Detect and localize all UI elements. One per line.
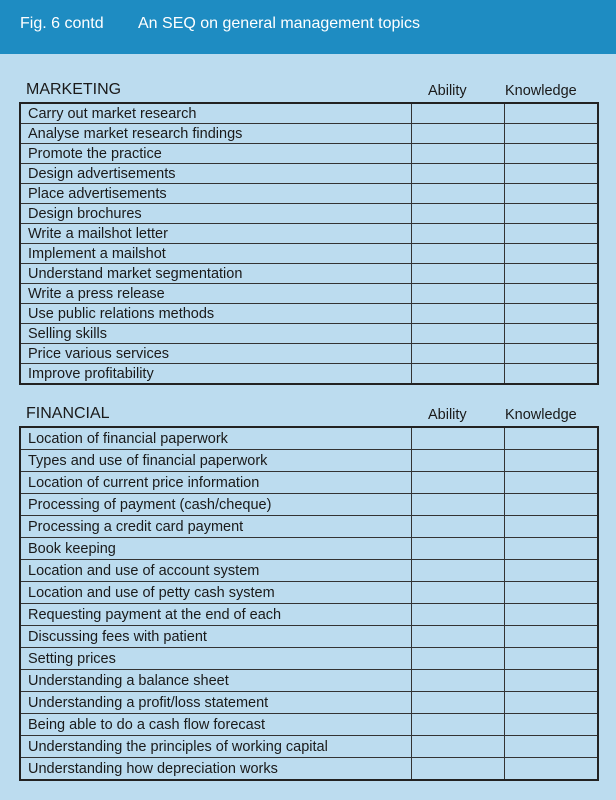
ability-cell[interactable] xyxy=(411,124,504,144)
financial-section-title: FINANCIAL xyxy=(26,405,110,422)
topic-label: Carry out market research xyxy=(20,103,411,124)
topic-label: Analyse market research findings xyxy=(20,124,411,144)
topic-label: Being able to do a cash flow forecast xyxy=(20,714,411,736)
table-row xyxy=(20,516,598,538)
ability-cell[interactable] xyxy=(411,692,504,714)
ability-cell[interactable] xyxy=(411,204,504,224)
knowledge-cell[interactable] xyxy=(504,364,598,385)
ability-cell[interactable] xyxy=(411,626,504,648)
marketing-section-title: MARKETING xyxy=(26,81,122,98)
knowledge-cell[interactable] xyxy=(504,224,598,244)
ability-cell[interactable] xyxy=(411,144,504,164)
ability-cell[interactable] xyxy=(411,324,504,344)
topic-label: Location of current price information xyxy=(20,472,411,494)
table-row xyxy=(20,184,598,204)
ability-cell[interactable] xyxy=(411,472,504,494)
knowledge-cell[interactable] xyxy=(504,714,598,736)
topic-label: Processing a credit card payment xyxy=(20,516,411,538)
knowledge-cell[interactable] xyxy=(504,582,598,604)
financial-table xyxy=(19,426,599,781)
knowledge-cell[interactable] xyxy=(504,344,598,364)
table-row xyxy=(20,264,598,284)
table-row xyxy=(20,427,598,450)
ability-cell[interactable] xyxy=(411,344,504,364)
topic-label: Write a press release xyxy=(20,284,411,304)
ability-cell[interactable] xyxy=(411,538,504,560)
topic-label: Price various services xyxy=(20,344,411,364)
marketing-ability-header: Ability xyxy=(428,83,467,99)
topic-label: Use public relations methods xyxy=(20,304,411,324)
financial-ability-header: Ability xyxy=(428,407,467,423)
ability-cell[interactable] xyxy=(411,264,504,284)
topic-label: Improve profitability xyxy=(20,364,411,385)
topic-label: Requesting payment at the end of each xyxy=(20,604,411,626)
ability-cell[interactable] xyxy=(411,284,504,304)
topic-label: Location and use of account system xyxy=(20,560,411,582)
table-row xyxy=(20,692,598,714)
knowledge-cell[interactable] xyxy=(504,184,598,204)
topic-label: Write a mailshot letter xyxy=(20,224,411,244)
table-row xyxy=(20,736,598,758)
topic-label: Types and use of financial paperwork xyxy=(20,450,411,472)
ability-cell[interactable] xyxy=(411,244,504,264)
table-row xyxy=(20,560,598,582)
table-row xyxy=(20,494,598,516)
ability-cell[interactable] xyxy=(411,224,504,244)
topic-label: Understanding a balance sheet xyxy=(20,670,411,692)
knowledge-cell[interactable] xyxy=(504,264,598,284)
ability-cell[interactable] xyxy=(411,304,504,324)
knowledge-cell[interactable] xyxy=(504,144,598,164)
topic-label: Location of financial paperwork xyxy=(20,427,411,450)
table-row xyxy=(20,648,598,670)
ability-cell[interactable] xyxy=(411,427,504,450)
marketing-table xyxy=(19,102,599,385)
table-row xyxy=(20,604,598,626)
topic-label: Location and use of petty cash system xyxy=(20,582,411,604)
knowledge-cell[interactable] xyxy=(504,304,598,324)
financial-knowledge-header: Knowledge xyxy=(505,407,577,423)
table-row xyxy=(20,324,598,344)
ability-cell[interactable] xyxy=(411,582,504,604)
table-row xyxy=(20,538,598,560)
figure-header xyxy=(0,0,616,54)
topic-label: Understanding how depreciation works xyxy=(20,758,411,781)
topic-label: Understanding a profit/loss statement xyxy=(20,692,411,714)
topic-label: Design advertisements xyxy=(20,164,411,184)
figure-title: An SEQ on general management topics xyxy=(138,15,420,32)
knowledge-cell[interactable] xyxy=(504,692,598,714)
ability-cell[interactable] xyxy=(411,670,504,692)
table-row xyxy=(20,472,598,494)
knowledge-cell[interactable] xyxy=(504,204,598,224)
table-row xyxy=(20,450,598,472)
knowledge-cell[interactable] xyxy=(504,324,598,344)
table-row xyxy=(20,304,598,324)
table-row xyxy=(20,284,598,304)
knowledge-cell[interactable] xyxy=(504,244,598,264)
ability-cell[interactable] xyxy=(411,758,504,781)
table-row xyxy=(20,224,598,244)
ability-cell[interactable] xyxy=(411,184,504,204)
table-row xyxy=(20,103,598,124)
topic-label: Place advertisements xyxy=(20,184,411,204)
knowledge-cell[interactable] xyxy=(504,560,598,582)
knowledge-cell[interactable] xyxy=(504,648,598,670)
knowledge-cell[interactable] xyxy=(504,472,598,494)
table-row xyxy=(20,144,598,164)
table-row xyxy=(20,626,598,648)
ability-cell[interactable] xyxy=(411,516,504,538)
table-row xyxy=(20,204,598,224)
ability-cell[interactable] xyxy=(411,560,504,582)
knowledge-cell[interactable] xyxy=(504,604,598,626)
ability-cell[interactable] xyxy=(411,103,504,124)
knowledge-cell[interactable] xyxy=(504,164,598,184)
knowledge-cell[interactable] xyxy=(504,124,598,144)
table-row xyxy=(20,758,598,781)
knowledge-cell[interactable] xyxy=(504,626,598,648)
knowledge-cell[interactable] xyxy=(504,427,598,450)
knowledge-cell[interactable] xyxy=(504,516,598,538)
figure-label: Fig. 6 contd xyxy=(20,15,104,32)
marketing-knowledge-header: Knowledge xyxy=(505,83,577,99)
table-row xyxy=(20,364,598,385)
ability-cell[interactable] xyxy=(411,164,504,184)
topic-label: Implement a mailshot xyxy=(20,244,411,264)
topic-label: Promote the practice xyxy=(20,144,411,164)
ability-cell[interactable] xyxy=(411,648,504,670)
knowledge-cell[interactable] xyxy=(504,670,598,692)
topic-label: Processing of payment (cash/cheque) xyxy=(20,494,411,516)
table-row xyxy=(20,124,598,144)
ability-cell[interactable] xyxy=(411,604,504,626)
knowledge-cell[interactable] xyxy=(504,103,598,124)
knowledge-cell[interactable] xyxy=(504,450,598,472)
knowledge-cell[interactable] xyxy=(504,284,598,304)
topic-label: Selling skills xyxy=(20,324,411,344)
topic-label: Discussing fees with patient xyxy=(20,626,411,648)
ability-cell[interactable] xyxy=(411,364,504,385)
table-row xyxy=(20,582,598,604)
table-row xyxy=(20,344,598,364)
ability-cell[interactable] xyxy=(411,714,504,736)
ability-cell[interactable] xyxy=(411,494,504,516)
ability-cell[interactable] xyxy=(411,450,504,472)
topic-label: Understand market segmentation xyxy=(20,264,411,284)
topic-label: Design brochures xyxy=(20,204,411,224)
topic-label: Book keeping xyxy=(20,538,411,560)
table-row xyxy=(20,714,598,736)
knowledge-cell[interactable] xyxy=(504,494,598,516)
knowledge-cell[interactable] xyxy=(504,758,598,781)
knowledge-cell[interactable] xyxy=(504,736,598,758)
knowledge-cell[interactable] xyxy=(504,538,598,560)
table-row xyxy=(20,244,598,264)
table-row xyxy=(20,164,598,184)
topic-label: Understanding the principles of working capital xyxy=(20,736,411,758)
table-row xyxy=(20,670,598,692)
topic-label: Setting prices xyxy=(20,648,411,670)
ability-cell[interactable] xyxy=(411,736,504,758)
